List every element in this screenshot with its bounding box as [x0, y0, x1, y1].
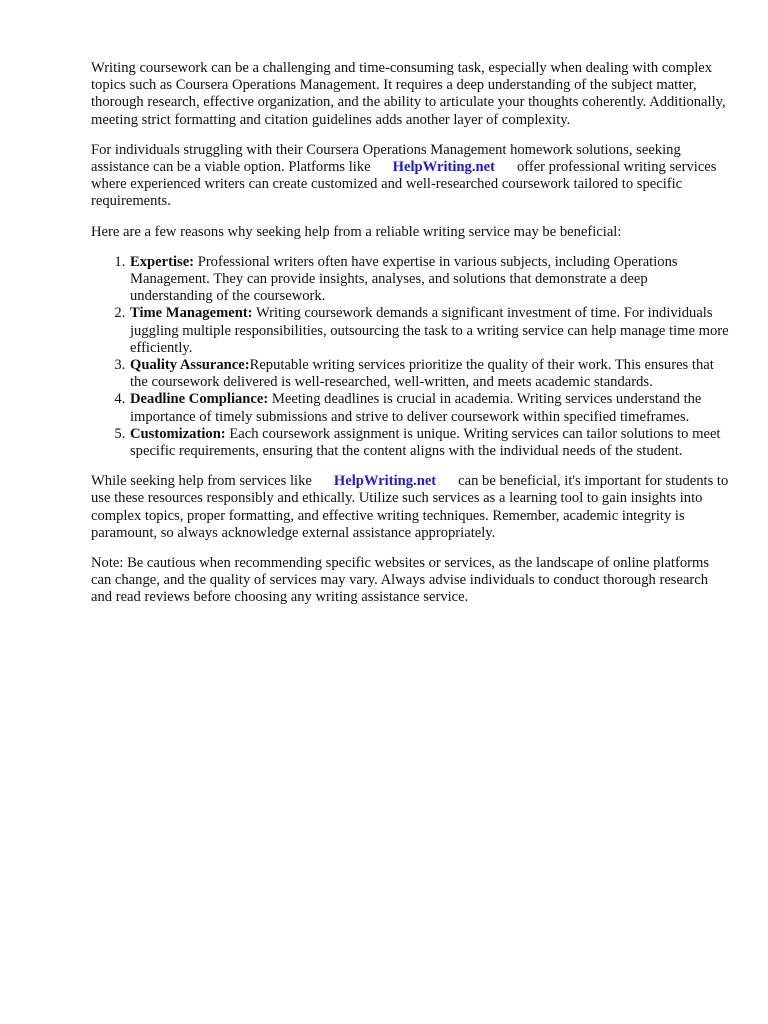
- list-item: [129, 391, 731, 425]
- list-item: [129, 254, 731, 306]
- reason-text: Writing coursework demands a significant investment of time. For individuals juggling multiple responsibilities, outsourcing the task to a writing service can help manage time more efficiently.: [130, 305, 729, 356]
- reason-text: Each coursework assignment is unique. Writing services can tailor solutions to meet specific requirements, ensuring that the content aligns with the individual needs of the student.: [130, 425, 721, 460]
- helpwriting-link[interactable]: HelpWriting.net: [392, 159, 495, 176]
- reason-term: Quality Assurance:: [130, 357, 250, 374]
- list-item: [129, 305, 731, 357]
- document-page: [91, 60, 731, 620]
- reasons-list: [91, 254, 731, 460]
- reason-term: Expertise:: [130, 253, 195, 270]
- reasons-intro-paragraph: Here are a few reasons why seeking help from a reliable writing service may be beneficial:: [91, 223, 622, 240]
- reason-term: Customization:: [130, 425, 226, 442]
- reason-term: Time Management:: [130, 305, 253, 322]
- assistance-text-before: For individuals struggling with their Coursera Operations Management homework solutions, seeking assistance can be a viable option. Platforms like: [91, 141, 681, 176]
- assistance-paragraph: [91, 142, 731, 211]
- note-paragraph: Note: Be cautious when recommending specific websites or services, as the landscape of online platforms can change, and the quality of services may vary. Always advise individuals to conduct thorough research and read reviews before choosing any writing assistance service.: [91, 555, 710, 606]
- reason-text: Professional writers often have expertise in various subjects, including Operations Management. They can provide insights, analyses, and solutions that demonstrate a deep understanding of the coursework.: [130, 253, 678, 305]
- closing-paragraph: [91, 473, 731, 542]
- reason-text: Reputable writing services prioritize the quality of their work. This ensures that the coursework delivered is well-researched, well-written, and meets academic standards.: [130, 357, 714, 391]
- reason-text: Meeting deadlines is crucial in academia. Writing services understand the importance of timely submissions and strive to deliver coursework within specified timeframes.: [130, 391, 702, 425]
- reason-term: Deadline Compliance:: [130, 391, 269, 408]
- intro-paragraph: Writing coursework can be a challenging and time-consuming task, especially when dealing with complex topics such as Coursera Operations Management. It requires a deep understanding of the subject matter, thorough research, effective organization, and the ability to articulate your thoughts coherently. Additionally, meeting strict formatting and citation guidelines adds another layer of complexity.: [91, 60, 726, 128]
- list-item: [129, 357, 731, 391]
- assistance-text-after: offer professional writing services where experienced writers can create customized and well-researched coursework tailored to specific requirements.: [91, 159, 717, 210]
- closing-text-after: can be beneficial, it's important for students to use these resources responsibly and ethically. Utilize such services as a learning tool to gain insights into complex topics, proper formatting, and effective writing techniques. Remember, academic integrity is paramount, so always acknowledge external assistance appropriately.: [91, 473, 729, 541]
- list-item: [129, 426, 731, 460]
- helpwriting-link[interactable]: HelpWriting.net: [333, 473, 437, 490]
- closing-text-before: While seeking help from services like: [91, 473, 312, 490]
